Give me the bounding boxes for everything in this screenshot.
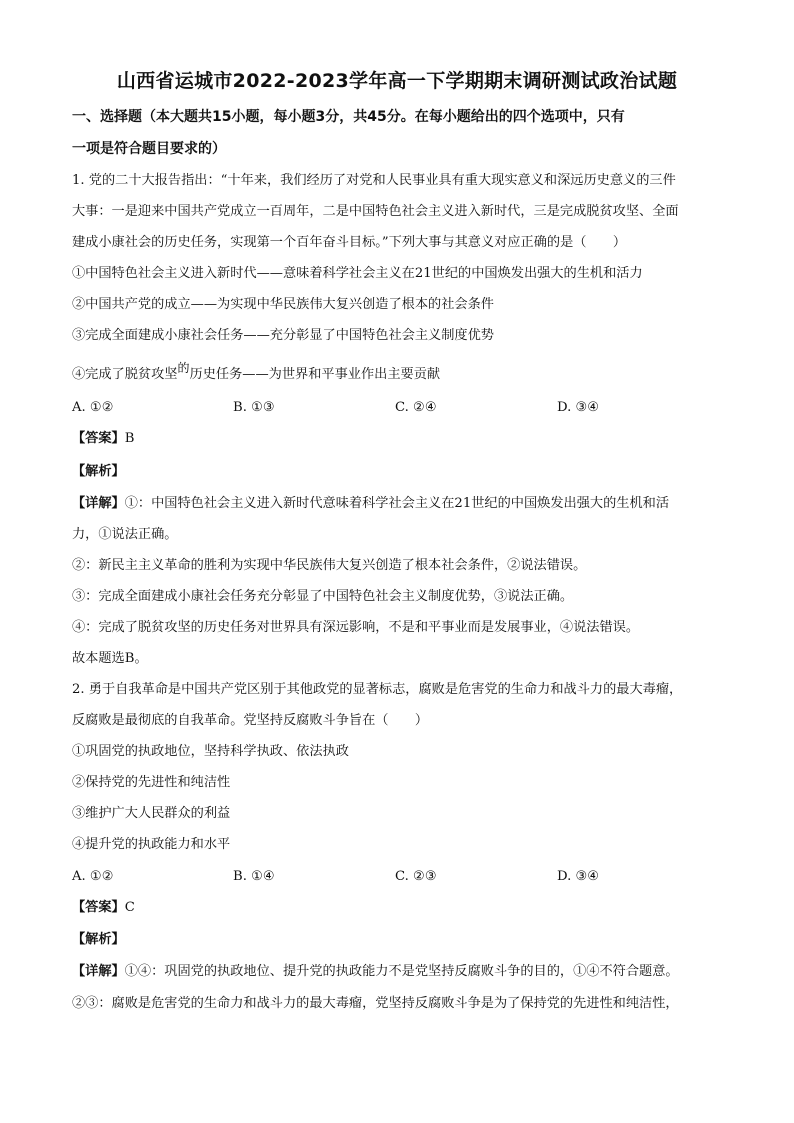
q1-stem-line: 1. 党的二十大报告指出：“十年来，我们经历了对党和人民事业具有重大现实意义和深远历史意义的三件: [72, 173, 676, 188]
q1-stem-line: 大事：一是迎来中国共产党成立一百周年，二是中国特色社会主义进入新时代，三是完成脱贫攻坚、全面: [72, 204, 679, 219]
detail-label: 【详解】: [72, 964, 125, 979]
detail-label: 【详解】: [72, 496, 125, 511]
q2-option-c: C. ②③: [395, 869, 437, 884]
q1-item-4-part-a: ④完成了脱贫攻坚: [72, 367, 178, 382]
q1-answer: [72, 429, 134, 449]
q2-analysis-label: [72, 930, 125, 950]
q1-option-a: A. ①②: [72, 400, 114, 415]
q2-stem-line: 反腐败是最彻底的自我革命。党坚持反腐败斗争旨在（ ）: [72, 713, 429, 728]
q2-item-4: ④提升党的执政能力和水平: [72, 837, 231, 852]
q2-item-1: ①巩固党的执政地位，坚持科学执政、依法执政: [72, 744, 349, 759]
q1-detail-line: 力，①说法正确。: [72, 527, 178, 542]
q1-item-3: ③完成全面建成小康社会任务——充分彰显了中国特色社会主义制度优势: [72, 328, 494, 343]
q2-item-2: ②保持党的先进性和纯洁性: [72, 775, 231, 790]
q1-option-d: D. ③④: [557, 400, 600, 415]
q2-detail-line: ②③：腐败是危害党的生命力和战斗力的最大毒瘤，党坚持反腐败斗争是为了保持党的先进性和纯洁性，: [72, 996, 679, 1011]
analysis-label: 【解析】: [72, 932, 125, 947]
q2-option-a: A. ①②: [72, 869, 114, 884]
section-heading-line-1: 一、选择题（本大题共15小题，每小题3分，共45分。在每小题给出的四个选项中，只有: [72, 109, 625, 125]
q2-stem-line: 2. 勇于自我革命是中国共产党区别于其他政党的显著标志，腐败是危害党的生命力和战斗力的最大毒瘤，: [72, 682, 683, 697]
q2-item-3: ③维护广大人民群众的利益: [72, 806, 231, 821]
q2-option-b: B. ①④: [233, 869, 275, 884]
analysis-label: 【解析】: [72, 464, 125, 479]
detail-text: ①④：巩固党的执政地位、提升党的执政能力不是党坚持反腐败斗争的目的，①④不符合题意。: [124, 964, 679, 979]
q1-detail-line: 故本题选B。: [72, 651, 148, 666]
q1-detail-line: ③：完成全面建成小康社会任务充分彰显了中国特色社会主义制度优势，③说法正确。: [72, 589, 574, 604]
q2-detail-line: [72, 962, 722, 982]
q1-item-4-raised-char: 的: [177, 361, 190, 375]
page-title: 山西省运城市2022-2023学年高一下学期期末调研测试政治试题: [116, 70, 678, 92]
q1-detail-line: [72, 494, 722, 514]
detail-text: ①：中国特色社会主义进入新时代意味着科学社会主义在21世纪的中国焕发出强大的生机和活: [124, 496, 670, 511]
q1-detail-line: ④：完成了脱贫攻坚的历史任务对世界具有深远影响，不是和平事业而是发展事业，④说法错误。: [72, 620, 640, 635]
answer-value: C: [124, 900, 135, 915]
q1-detail-line: ②：新民主主义革命的胜利为实现中华民族伟大复兴创造了根本社会条件，②说法错误。: [72, 558, 587, 573]
section-heading-line-2: 一项是符合题目要求的）: [72, 141, 226, 157]
answer-label: 【答案】: [72, 431, 125, 446]
q1-stem-line: 建成小康社会的历史任务，实现第一个百年奋斗目标。”下列大事与其意义对应正确的是（ ）: [72, 235, 627, 250]
q2-option-d: D. ③④: [557, 869, 600, 884]
q1-analysis-label: [72, 462, 125, 482]
answer-label: 【答案】: [72, 900, 125, 915]
q1-option-b: B. ①③: [233, 400, 275, 415]
q1-item-1: ①中国特色社会主义进入新时代——意味着科学社会主义在21世纪的中国焕发出强大的生机和活力: [72, 266, 643, 281]
q1-item-4: [72, 361, 722, 385]
q2-answer: [72, 898, 135, 918]
q1-item-4-part-b: 历史任务——为世界和平事业作出主要贡献: [189, 367, 441, 382]
q1-option-c: C. ②④: [395, 400, 437, 415]
answer-value: B: [124, 431, 135, 446]
q1-item-2: ②中国共产党的成立——为实现中华民族伟大复兴创造了根本的社会条件: [72, 297, 494, 312]
